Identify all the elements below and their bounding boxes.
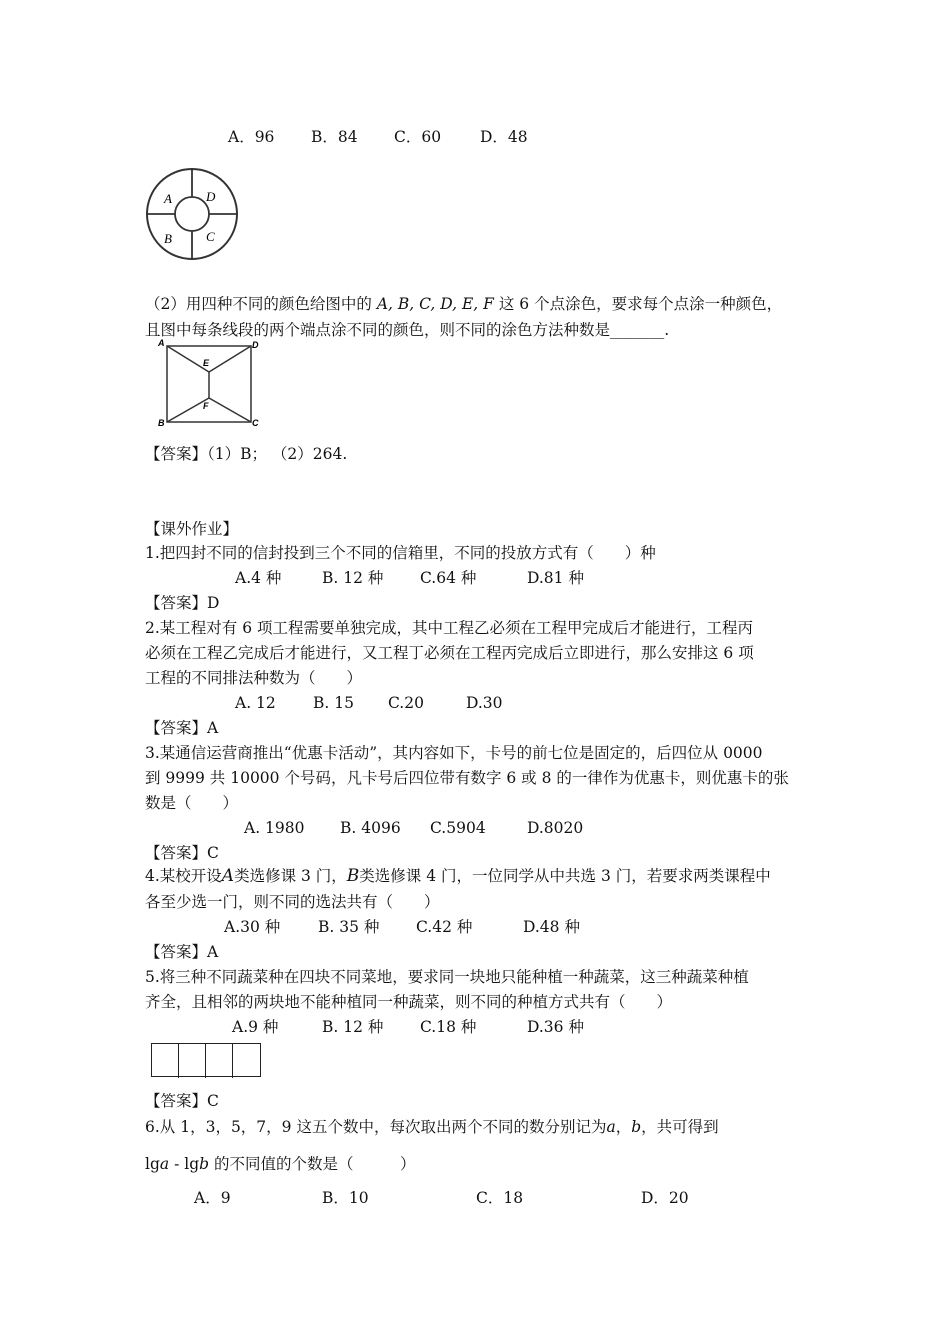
p5-option-b: B. 12 种: [322, 1018, 384, 1036]
graph-label-a: A: [158, 338, 165, 348]
p4-var-a: A: [221, 866, 235, 886]
ring-label-c: C: [206, 229, 215, 244]
p4-line1: 4.某校开设A类选修课 3 门，B类选修课 4 门，一位同学从中共选 3 门，若要求两类课程中: [145, 866, 771, 886]
option-c: C．60: [394, 128, 442, 146]
p6-line1: 6.从 1，3，5，7，9 这五个数中，每次取出两个不同的数分别记为a，b，共可得到: [145, 1118, 719, 1136]
p1-option-b: B. 12 种: [322, 569, 384, 587]
p4-option-c: C.42 种: [416, 918, 473, 936]
p1-option-d: D.81 种: [527, 569, 584, 587]
p6-option-a: A．9: [194, 1189, 231, 1207]
p3-answer: 【答案】C: [145, 844, 219, 862]
p6-expression: lga - lgb: [145, 1155, 210, 1173]
graph-label-f: F: [203, 401, 209, 411]
option-b: B．84: [311, 128, 358, 146]
p2-option-a: A. 12: [235, 694, 276, 712]
p3-line3: 数是（ ）: [145, 794, 239, 812]
graph-figure: [156, 338, 266, 432]
p6-option-c: C．18: [476, 1189, 524, 1207]
p6-option-d: D．20: [641, 1189, 689, 1207]
p5-line2: 齐全，且相邻的两块地不能种植同一种蔬菜，则不同的种植方式共有（ ）: [145, 993, 673, 1011]
graph-label-c: C: [252, 418, 259, 428]
option-d: D．48: [480, 128, 528, 146]
p6-line2: lga - lgb 的不同值的个数是（ ）: [145, 1155, 416, 1173]
q2-line2: 且图中每条线段的两个端点涂不同的颜色，则不同的涂色方法种数是_______.: [145, 321, 670, 339]
p5-option-c: C.18 种: [420, 1018, 477, 1036]
graph-label-e: E: [203, 358, 210, 368]
p6-var-a: a: [606, 1118, 616, 1136]
p5-option-a: A.9 种: [232, 1018, 279, 1036]
p1-answer: 【答案】D: [145, 594, 220, 612]
p2-option-c: C.20: [388, 694, 424, 712]
homework-title: 【课外作业】: [145, 520, 239, 538]
p2-line3: 工程的不同排法种数为（ ）: [145, 669, 363, 687]
p3-line1: 3.某通信运营商推出“优惠卡活动”，其内容如下，卡号的前七位是固定的，后四位从 0000: [145, 744, 763, 762]
p2-answer: 【答案】A: [145, 719, 219, 737]
p2-option-b: B. 15: [313, 694, 354, 712]
p6-option-b: B．10: [322, 1189, 369, 1207]
garden-plots: [151, 1043, 261, 1077]
p4-var-b: B: [346, 866, 360, 886]
ring-label-a: A: [164, 191, 172, 206]
p3-option-b: B. 4096: [340, 819, 401, 837]
p2-option-d: D.30: [466, 694, 503, 712]
plot-3: [206, 1044, 233, 1078]
p1-text: 1.把四封不同的信封投到三个不同的信箱里，不同的投放方式有（ ）种: [145, 544, 656, 562]
p4-option-a: A.30 种: [224, 918, 281, 936]
p3-option-d: D.8020: [527, 819, 584, 837]
p3-line2: 到 9999 共 10000 个号码，凡卡号后四位带有数字 6 或 8 的一律作为优惠卡，则优惠卡的张: [145, 769, 789, 787]
p2-line1: 2.某工程对有 6 项工程需要单独完成，其中工程乙必须在工程甲完成后才能进行，工程丙: [145, 619, 754, 637]
p5-answer: 【答案】C: [145, 1092, 219, 1110]
p3-option-a: A. 1980: [244, 819, 305, 837]
p3-option-c: C.5904: [430, 819, 486, 837]
p4-line2: 各至少选一门，则不同的选法共有（ ）: [145, 893, 440, 911]
q2-line1: （2）用四种不同的颜色给图中的 A, B, C, D, E, F 这 6 个点涂色，要求每个点涂一种颜色，: [145, 295, 783, 313]
option-a: A．96: [228, 128, 275, 146]
p5-option-d: D.36 种: [527, 1018, 584, 1036]
graph-label-b: B: [158, 418, 165, 428]
p1-option-c: C.64 种: [420, 569, 477, 587]
p6-var-b: b: [631, 1118, 642, 1136]
p1-option-a: A.4 种: [235, 569, 282, 587]
p5-line1: 5.将三种不同蔬菜种在四块不同菜地，要求同一块地只能种植一种蔬菜，这三种蔬菜种植: [145, 968, 749, 986]
p4-answer: 【答案】A: [145, 943, 219, 961]
q2-points: A, B, C, D, E, F: [376, 295, 494, 313]
ring-figure: [144, 168, 242, 262]
p2-line2: 必须在工程乙完成后才能进行，又工程丁必须在工程丙完成后立即进行，那么安排这 6 项: [145, 644, 754, 662]
p4-option-d: D.48 种: [523, 918, 580, 936]
ring-label-b: B: [164, 231, 172, 246]
answer-top: 【答案】（1）B； （2）264.: [145, 445, 348, 463]
graph-label-d: D: [252, 340, 259, 350]
ring-label-d: D: [206, 189, 216, 204]
plot-2: [179, 1044, 206, 1078]
plot-1: [152, 1044, 179, 1078]
p4-option-b: B. 35 种: [318, 918, 380, 936]
